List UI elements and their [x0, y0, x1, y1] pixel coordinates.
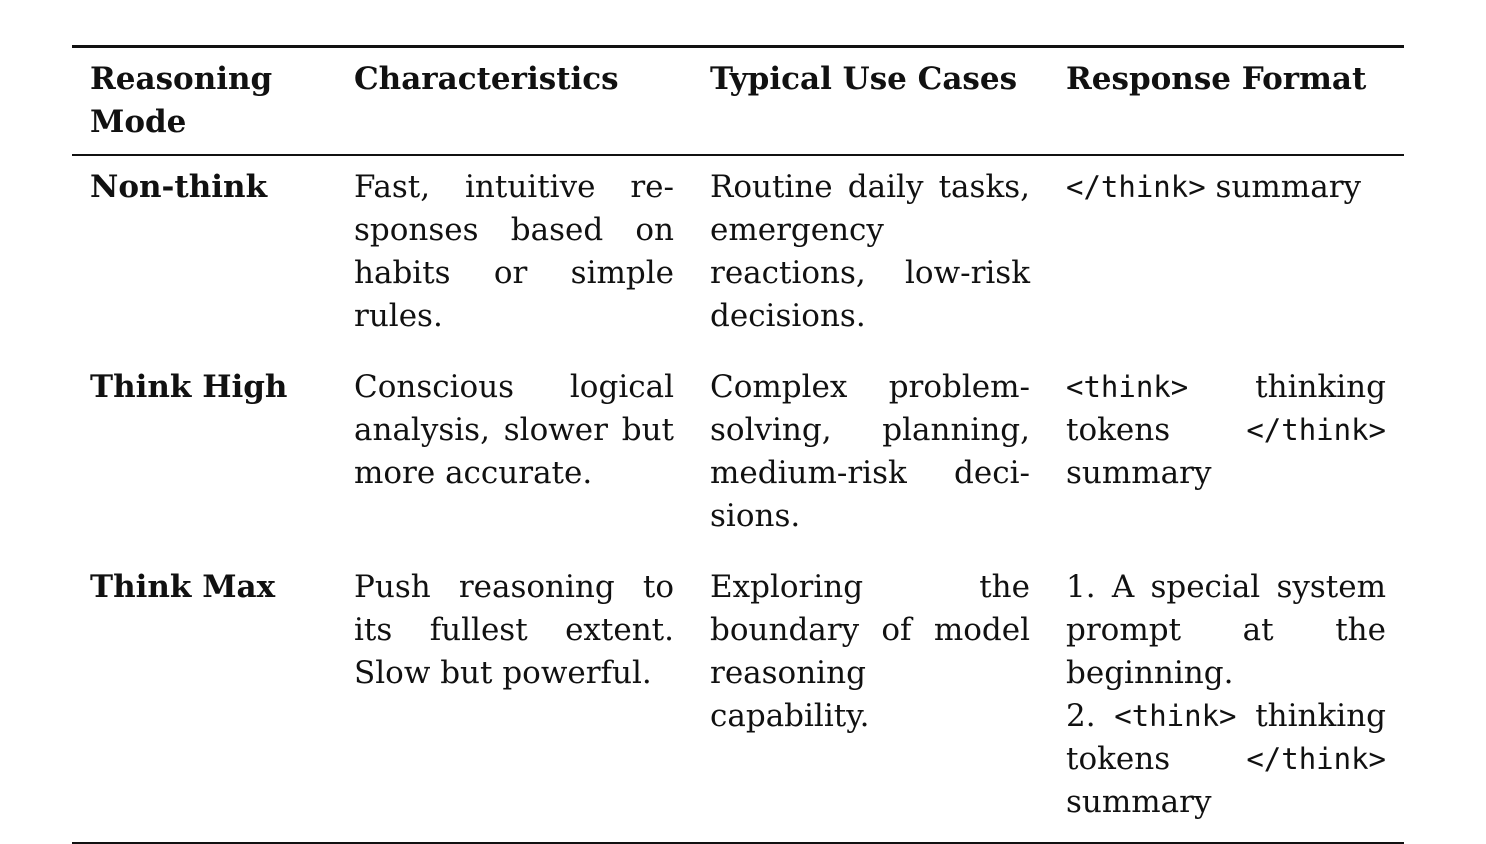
- response-text: summary: [1066, 455, 1212, 491]
- mode-cell: Think Max: [90, 569, 276, 605]
- use-cases-cell: Exploring the boundary of model reasoning capability.: [710, 569, 1030, 734]
- response-text: thinking tokens: [1066, 369, 1386, 448]
- use-cases-cell: Routine daily tasks, emergency reactions, low-risk decisions.: [710, 169, 1030, 334]
- think-open-tag: <think>: [1114, 699, 1237, 733]
- think-open-tag: <think>: [1066, 370, 1189, 404]
- mode-cell: Non-think: [90, 169, 268, 205]
- header-use-cases: Typical Use Cases: [710, 61, 1018, 97]
- table-row: [72, 356, 1404, 556]
- table-header: [72, 47, 1404, 156]
- response-text: summary: [1066, 784, 1212, 820]
- response-format-cell: [1048, 556, 1404, 843]
- table-row: [72, 155, 1404, 356]
- list-number: 2.: [1066, 698, 1115, 734]
- characteristics-cell: Push reasoning to its fullest extent. Slow but powerful.: [354, 569, 674, 691]
- table-row: [72, 556, 1404, 843]
- mode-cell: Think High: [90, 369, 288, 405]
- response-format-cell: [1048, 155, 1404, 356]
- characteristics-cell: Conscious logical analysis, slower but more accurate.: [354, 369, 674, 491]
- header-row: [72, 47, 1404, 156]
- response-format-cell: [1048, 356, 1404, 556]
- characteristics-cell: Fast, intuitive responses based on habits or simple rules.: [354, 169, 674, 334]
- response-format-item-2: [1066, 695, 1386, 824]
- think-close-tag: </think>: [1246, 742, 1386, 776]
- think-close-tag: </think>: [1246, 413, 1386, 447]
- think-close-tag: </think>: [1066, 170, 1206, 204]
- response-text: summary: [1205, 169, 1362, 205]
- reasoning-modes-table: [72, 45, 1404, 844]
- table-body: [72, 155, 1404, 843]
- header-response-format: Response Format: [1066, 61, 1367, 97]
- response-format-item-1: 1. A special system prompt at the beginning.: [1066, 569, 1386, 691]
- comparison-table-container: [72, 45, 1404, 844]
- header-characteristics: Characteristics: [354, 61, 619, 97]
- header-reasoning-mode: Reasoning Mode: [90, 61, 273, 140]
- response-text: thinking tokens: [1066, 698, 1387, 777]
- use-cases-cell: Complex problem-solving, planning, medium-risk decisions.: [710, 369, 1030, 534]
